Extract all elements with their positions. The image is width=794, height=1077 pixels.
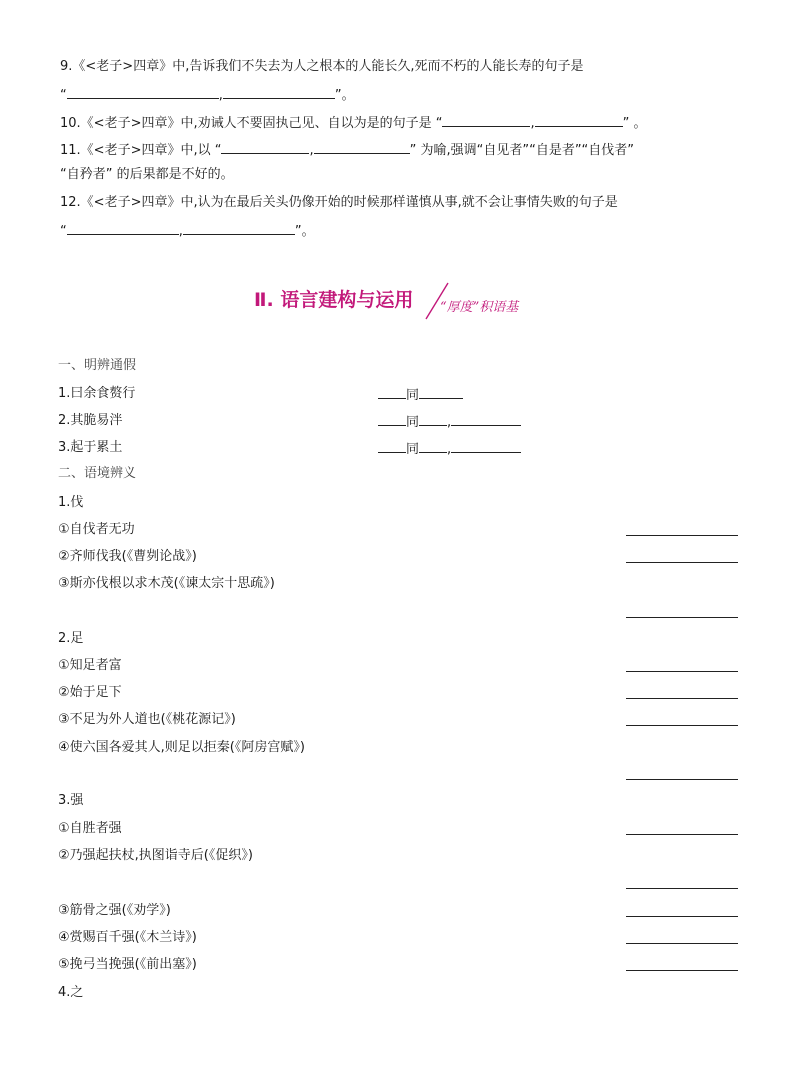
comma: , <box>218 88 223 103</box>
example-item: ①自胜者强 <box>58 821 122 836</box>
answer-blank[interactable] <box>67 222 179 235</box>
tong-label: 同 <box>406 388 420 403</box>
tong-label: 同 <box>406 442 420 457</box>
answer-line[interactable] <box>626 562 738 563</box>
tongjia-answer-2 <box>378 413 521 431</box>
answer-blank[interactable] <box>221 141 309 154</box>
section-subtitle: “厚度”积语基 <box>440 300 519 315</box>
example-item: ④使六国各爱其人,则足以拒秦(《阿房宫赋》) <box>58 740 305 755</box>
answer-line[interactable] <box>626 970 738 971</box>
question-11-prompt: 11.《<老子>四章》中,以 “ <box>60 143 222 158</box>
answer-line[interactable] <box>626 535 738 536</box>
answer-blank[interactable] <box>378 386 406 399</box>
question-9-text: 9.《<老子>四章》中,告诉我们不失去为人之根本的人能长久,死而不朽的人能长寿的句子是 <box>60 59 584 74</box>
question-10-text <box>60 114 646 132</box>
answer-line[interactable] <box>626 698 738 699</box>
tongjia-answer-3 <box>378 440 521 458</box>
comma: , <box>178 224 183 239</box>
example-item: ③不足为外人道也(《桃花源记》) <box>58 712 236 727</box>
word-group-title: 3.强 <box>58 793 84 808</box>
open-quote: “ <box>60 88 67 103</box>
answer-line[interactable] <box>626 671 738 672</box>
answer-blank[interactable] <box>378 413 406 426</box>
answer-line[interactable] <box>626 888 738 889</box>
answer-blank[interactable] <box>442 114 530 127</box>
comma: , <box>309 143 314 158</box>
answer-blank[interactable] <box>378 440 406 453</box>
answer-blank[interactable] <box>419 413 447 426</box>
answer-blank[interactable] <box>419 386 463 399</box>
tong-label: 同 <box>406 415 420 430</box>
question-11-suffix: ” 为喻,强调“自见者”“自是者”“自伐者” <box>409 143 635 158</box>
answer-line[interactable] <box>626 779 738 780</box>
example-item: ②乃强起扶杖,执图诣寺后(《促织》) <box>58 848 253 863</box>
comma: , <box>447 415 452 430</box>
example-item: ②齐师伐我(《曹刿论战》) <box>58 549 197 564</box>
comma: , <box>447 442 452 457</box>
question-12-text: 12.《<老子>四章》中,认为在最后关头仍像开始的时候那样谨慎从事,就不会让事情失败的句子是 <box>60 195 618 210</box>
question-9-answer-line <box>60 86 355 104</box>
example-item: ①知足者富 <box>58 658 122 673</box>
question-12-answer-line <box>60 222 315 240</box>
answer-blank[interactable] <box>223 86 335 99</box>
comma: , <box>530 116 535 131</box>
word-group-title: 4.之 <box>58 985 84 1000</box>
answer-blank[interactable] <box>67 86 219 99</box>
tongjia-answer-1 <box>378 386 463 404</box>
tongjia-item-2: 2.其脆易泮 <box>58 413 123 428</box>
question-11-text <box>60 141 634 159</box>
section-numeral: Ⅱ <box>254 289 267 311</box>
part1-heading: 一、明辨通假 <box>58 358 137 373</box>
example-item: ⑤挽弓当挽强(《前出塞》) <box>58 957 197 972</box>
tongjia-item-3: 3.起于累土 <box>58 440 123 455</box>
section-title-text: . 语言建构与运用 <box>266 289 414 311</box>
tongjia-item-1: 1.曰余食赘行 <box>58 386 136 401</box>
question-10-prompt: 10.《<老子>四章》中,劝诫人不要固执己见、自以为是的句子是 “ <box>60 116 443 131</box>
answer-line[interactable] <box>626 943 738 944</box>
answer-line[interactable] <box>626 834 738 835</box>
close-quote: ”。 <box>294 224 315 239</box>
example-item: ③斯亦伐根以求木茂(《谏太宗十思疏》) <box>58 576 275 591</box>
answer-blank[interactable] <box>451 440 521 453</box>
answer-line[interactable] <box>626 725 738 726</box>
example-item: ①自伐者无功 <box>58 522 135 537</box>
section-title <box>254 285 413 312</box>
close-quote: ”。 <box>334 88 355 103</box>
example-item: ③筋骨之强(《劝学》) <box>58 903 171 918</box>
answer-blank[interactable] <box>535 114 623 127</box>
part2-heading: 二、语境辨义 <box>58 466 137 481</box>
answer-blank[interactable] <box>183 222 295 235</box>
word-group-title: 2.足 <box>58 631 84 646</box>
example-item: ④赏赐百千强(《木兰诗》) <box>58 930 197 945</box>
word-group-title: 1.伐 <box>58 495 84 510</box>
close-quote: ” 。 <box>622 116 647 131</box>
example-item: ②始于足下 <box>58 685 122 700</box>
open-quote: “ <box>60 224 67 239</box>
answer-blank[interactable] <box>419 440 447 453</box>
answer-line[interactable] <box>626 617 738 618</box>
answer-blank[interactable] <box>314 141 410 154</box>
question-11-line2: “自矜者” 的后果都是不好的。 <box>60 167 234 182</box>
answer-line[interactable] <box>626 916 738 917</box>
answer-blank[interactable] <box>451 413 521 426</box>
